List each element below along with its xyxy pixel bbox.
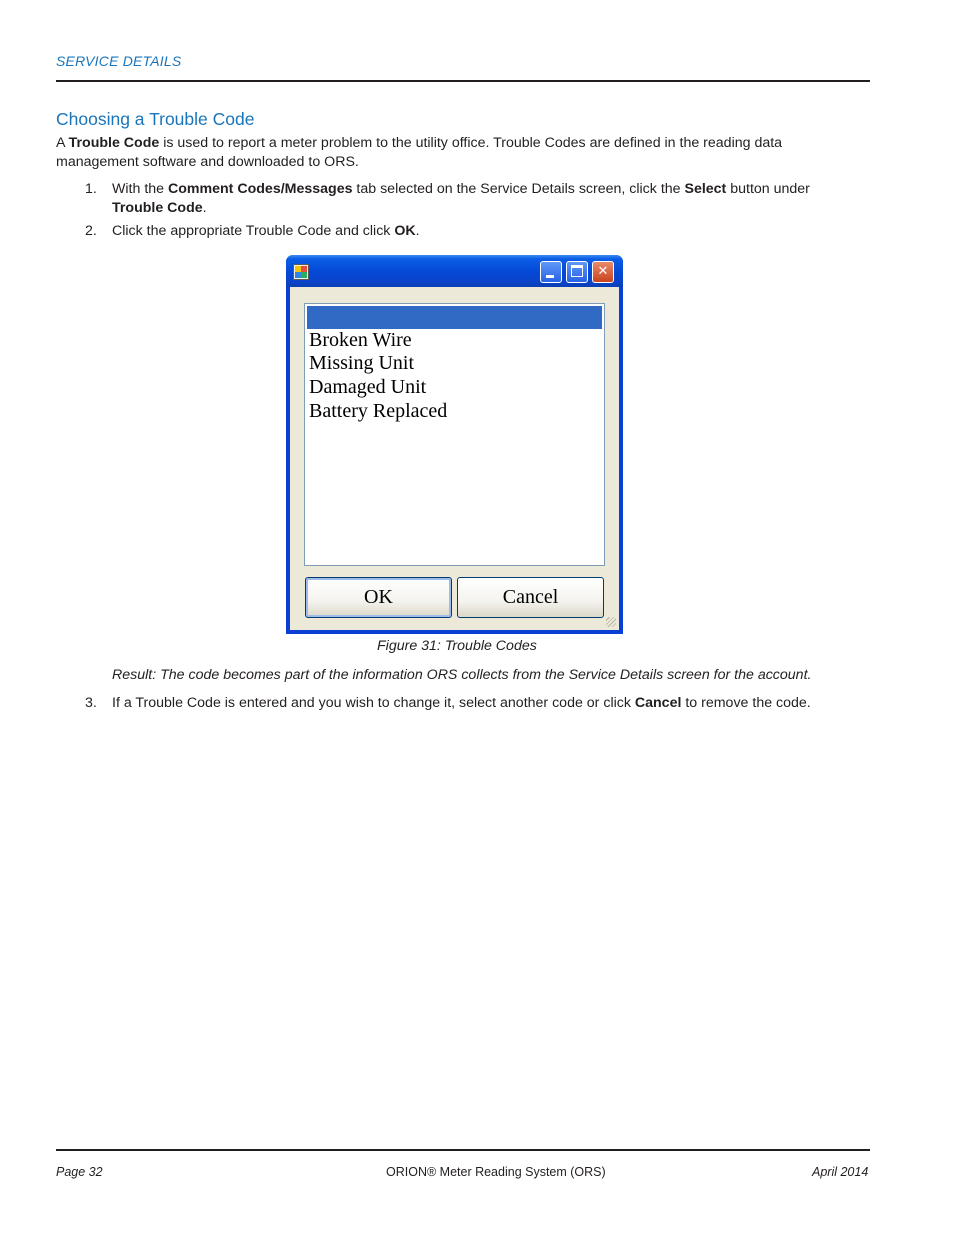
resize-grip-icon[interactable] [606,617,616,627]
step-number: 1. [85,181,97,197]
section-title: Choosing a Trouble Code [56,109,255,129]
maximize-icon [571,265,583,277]
step-text-part: Click the appropriate Trouble Code and click [112,223,395,239]
step-number: 3. [85,695,97,711]
intro-bold-term: Trouble Code [68,135,160,151]
step-bold-term: Comment Codes/Messages [167,181,353,197]
step-bold-term: OK [394,223,416,239]
figure-caption: Figure 31: Trouble Codes [377,638,537,654]
step-text [112,222,852,241]
minimize-button[interactable] [540,261,562,283]
minimize-icon [546,275,554,278]
list-item-damaged-unit[interactable]: Damaged Unit [309,376,427,398]
step-text [112,180,852,218]
step-number: 2. [85,223,97,239]
footer-rule [56,1149,870,1151]
list-item-missing-unit[interactable]: Missing Unit [309,352,415,374]
cancel-button[interactable]: Cancel [457,577,604,618]
result-text: Result: The code becomes part of the information ORS collects from the Service Details screen for the account. [112,667,812,683]
step-bold-term: Trouble Code [112,200,203,216]
running-header: SERVICE DETAILS [56,53,182,69]
step-bold-term: Cancel [634,695,682,711]
step-text-part: button under [726,181,810,197]
list-item-blank[interactable] [307,306,602,329]
product-name: ORION® Meter Reading System (ORS) [386,1165,606,1179]
header-rule [56,80,870,82]
step-bold-term: Select [684,181,727,197]
dialog-client-area [290,287,619,630]
page-number: Page 32 [56,1165,103,1179]
ok-button[interactable]: OK [305,577,452,618]
intro-text: A [56,135,69,151]
publication-date: April 2014 [812,1165,869,1179]
application-icon [293,264,309,280]
step-text [112,694,852,713]
step-text-part: to remove the code. [681,695,811,711]
dialog-titlebar[interactable] [286,255,623,287]
step-text-part: tab selected on the Service Details screen, click the [352,181,685,197]
intro-paragraph [56,134,846,172]
maximize-button[interactable] [566,261,588,283]
step-text-part: . [202,200,207,216]
step-text-part: If a Trouble Code is entered and you wish to change it, select another code or click [112,695,635,711]
step-text-part: . [415,223,420,239]
trouble-code-list[interactable] [304,303,605,566]
intro-text-rest: is used to report a meter problem to the utility office. Trouble Codes are defined in the reading data management software and downloaded to ORS. [56,135,783,170]
list-item-broken-wire[interactable]: Broken Wire [309,329,412,351]
step-text-part: With the [112,181,168,197]
trouble-code-dialog [286,255,623,634]
list-item-battery-replaced[interactable]: Battery Replaced [309,400,448,422]
close-icon: ✕ [597,264,609,279]
close-button[interactable] [592,261,614,283]
